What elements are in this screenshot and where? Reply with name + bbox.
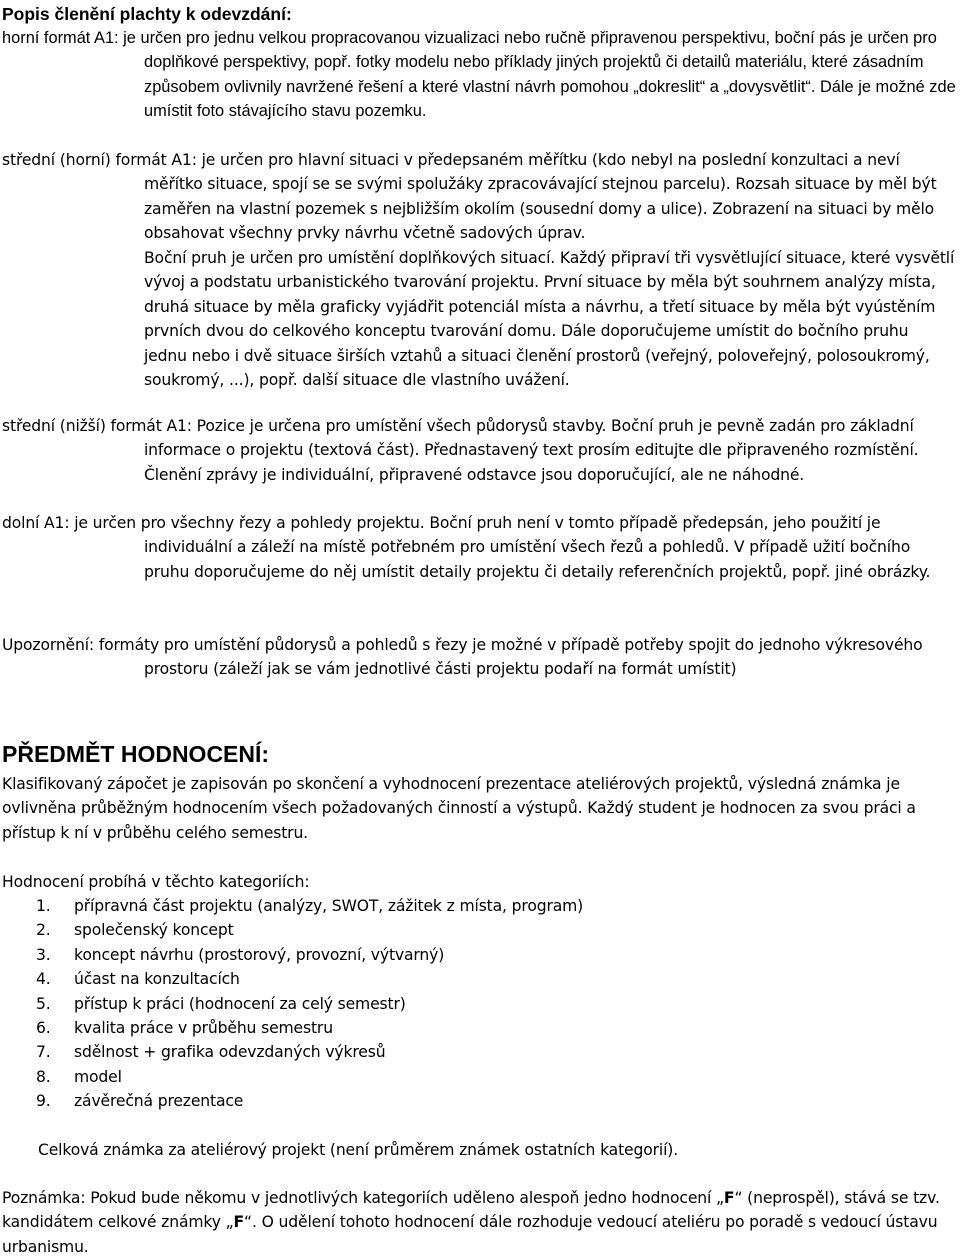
category-text: společenský koncept: [74, 921, 234, 940]
categories-label: Hodnocení probíhá v těchto kategoriích:: [2, 873, 310, 891]
categories-list: [2, 894, 583, 1114]
category-item: [2, 992, 583, 1016]
category-item: [2, 1040, 583, 1064]
paragraph-middle-lower-format: střední (nižší) formát A1: Pozice je určena pro umístění všech půdorysů stavby. Boční pruh je pevně zadán pro základní informace o projektu (textová část). Přednastavený text prosím editujte dle připraveného rozmístění. Členění zprávy je individuální, připravené odstavce jsou doporučující, ale ne náhodné.: [2, 417, 919, 484]
evaluation-intro: Klasifikovaný zápočet je zapisován po skončení a vyhodnocení prezentace ateliérových projektů, výsledná známka je ovlivněna průběžným hodnocením všech požadovaných činností a výstupů. Každý student je hodnocen za svou práci a přístup k ní v průběhu celého semestru.: [2, 775, 916, 842]
category-text: účast na konzultacích: [74, 970, 240, 989]
category-item: [2, 967, 583, 991]
category-number: 4.: [36, 970, 51, 989]
category-number: 7.: [36, 1043, 51, 1062]
paragraph-middle-upper-format: střední (horní) formát A1: je určen pro hlavní situaci v předepsaném měřítku (kdo nebyl na poslední konzultaci a neví měřítko situace, spojí se se svými spolužáky zpracovávající stejnou parcelu). Rozsah situace by měl být zaměřen na vlastní pozemek s nejbližším okolím (sousední domy a ulice). Zobrazení na situaci by mělo obsahovat všechny prvky návrhu včetně sadových úprav.: [2, 151, 937, 243]
evaluation-heading: PŘEDMĚT HODNOCENÍ:: [2, 741, 270, 767]
paragraph-warning: Upozornění: formáty pro umístění půdorysů a pohledů s řezy je možné v případě potřeby spojit do jednoho výkresového prostoru (záleží jak se vám jednotlivé části projektu podaří na formát umístit): [2, 636, 923, 679]
grade-f-2: F: [233, 1213, 245, 1232]
category-text: model: [74, 1067, 122, 1086]
paragraph-side-strip: Boční pruh je určen pro umístění doplňkových situací. Každý připraví tři vysvětlující situace, které vysvětlí vývoj a podstatu urbanistického tvarování projektu. První situace by měla být souhrnem analýzy místa, druhá situace by měla graficky vyjádřit potenciál místa a návrhu, a třetí situace by měla být vyústěním prvních dvou do celkového konceptu tvarování domu. Dále doporučujeme umístit do bočního pruhu jednu nebo i dvě situace širších vztahů a situaci členění prostorů (veřejný, poloveřejný, polosoukromý, soukromý, ...), popř. další situace dle vlastního uvážení.: [144, 249, 955, 390]
category-text: kvalita práce v průběhu semestru: [74, 1019, 333, 1038]
category-number: 3.: [36, 945, 51, 964]
category-text: koncept návrhu (prostorový, provozní, výtvarný): [74, 945, 445, 964]
category-number: 6.: [36, 1019, 51, 1038]
category-item: [2, 943, 583, 967]
category-item: [2, 1065, 583, 1089]
paragraph-upper-format: horní formát A1: je určen pro jednu velkou propracovanou vizualizaci nebo ručně připravenou perspektivu, boční pás je určen pro doplňkové perspektivy, popř. fotky modelu nebo příklady jiných projektů či detailů materiálu, které zásadním způsobem ovlivnily navržené řešení a které vlastní návrh pomohou „dokreslit“ a „dovysvětlit“. Dále je možné zde umístit foto stávajícího stavu pozemku.: [2, 29, 956, 121]
category-item: [2, 1089, 583, 1113]
category-text: sdělnost + grafika odevzdaných výkresů: [74, 1043, 386, 1062]
fail-note-text-3: “. O udělení tohoto hodnocení dále rozhoduje vedoucí ateliéru po poradě s vedoucí ústavu urbanismu.: [2, 1213, 938, 1256]
section-heading: Popis členění plachty k odevzdání:: [2, 4, 292, 24]
category-number: 2.: [36, 921, 51, 940]
overall-grade-note: Celková známka za ateliérový projekt (není průměrem známek ostatních kategorií).: [38, 1141, 678, 1159]
category-text: přístup k práci (hodnocení za celý semestr): [74, 994, 406, 1013]
grade-f-1: F: [723, 1189, 735, 1207]
category-number: 1.: [36, 897, 51, 915]
paragraph-lower-format: dolní A1: je určen pro všechny řezy a pohledy projektu. Boční pruh není v tomto případě předepsán, jeho použití je individuální a záleží na místě potřebném pro umístění všech řezů a pohledů. V případě užití bočního pruhu doporučujeme do něj umístit detaily projektu či detaily referenčních projektů, popř. jiné obrázky.: [2, 514, 931, 581]
fail-note: [2, 1186, 958, 1259]
category-item: [2, 918, 583, 942]
category-number: 9.: [36, 1092, 51, 1111]
category-text: přípravná část projektu (analýzy, SWOT, zážitek z místa, program): [74, 897, 584, 915]
category-item: [2, 894, 583, 918]
category-item: [2, 1016, 583, 1040]
fail-note-text-2: “ (neprospěl), stává se tzv. kandidátem celkové známky „: [2, 1189, 940, 1232]
category-number: 5.: [36, 994, 51, 1013]
category-text: závěrečná prezentace: [74, 1092, 244, 1111]
category-number: 8.: [36, 1067, 51, 1086]
fail-note-text-1: Poznámka: Pokud bude někomu v jednotlivých kategoriích uděleno alespoň jedno hodnocení „: [2, 1189, 724, 1207]
